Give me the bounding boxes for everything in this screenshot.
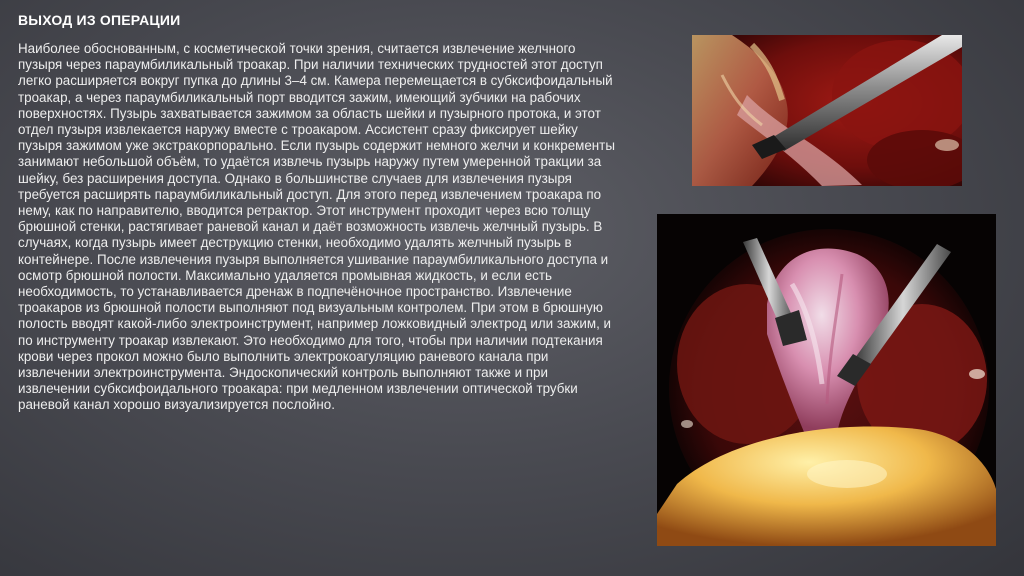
slide-title: ВЫХОД ИЗ ОПЕРАЦИИ — [18, 12, 181, 28]
slide-body-text: Наиболее обоснованным, с косметической точки зрения, считается извлечение желчного пузыря через параумбиликальный троакар. При наличии технических трудностей этот доступ легко расширяется вокруг пупка до длины 3–4 см. Камера перемещается в субксифоидальный троакар, а через параумбиликальный порт вводится зажим, имеющий зубчики на рабочих поверхностях. Пузырь захватывается зажимом за область шейки и пузырного протока, и этот отдел пузыря извлекается наружу вместе с троакаром. Ассистент сразу фиксирует шейку пузыря зажимом уже экстракорпорально. Если пузырь содержит немного желчи и конкременты занимают небольшой объём, то удаётся извлечь пузырь наружу путем умеренной тракции за шейку, без расширения доступа. Однако в большинстве случаев для извлечения пузыря требуется расширять параумбиликальный доступ. Для этого перед извлечением троакара по нему, как по направителю, вводится ретрактор. Этот инструмент проходит через всю толщу брюшной стенки, растягивает раневой канал и даёт возможность извлечь желчный пузырь. В случаях, когда пузырь имеет деструкцию стенки, необходимо удалять желчный пузырь в контейнере. После извлечения пузыря выполняется ушивание параумбиликального доступа и осмотр брюшной полости. Максимально удаляется промывная жидкость, и если есть необходимость, то устанавливается дренаж в подпечёночное пространство. Извлечение троакаров из брюшной полости выполняют под визуальным контролем. При этом в брюшную полость вводят какой-либо электроинструмент, например ложковидный электрод или зажим, и по инструменту троакар извлекают. Это необходимо для того, чтобы при наличии подтекания крови через прокол можно было выполнить электрокоагуляцию раневого канала при извлечении электроинструмента. Эндоскопический контроль выполняют также и при извлечении субксифоидального троакара: при медленном извлечении оптической трубки раневой канал хорошо визуализируется послойно. — [18, 41, 615, 413]
endoscopic-photo-gallbladder — [657, 214, 996, 546]
endoscopic-photo-grasper — [692, 35, 962, 186]
